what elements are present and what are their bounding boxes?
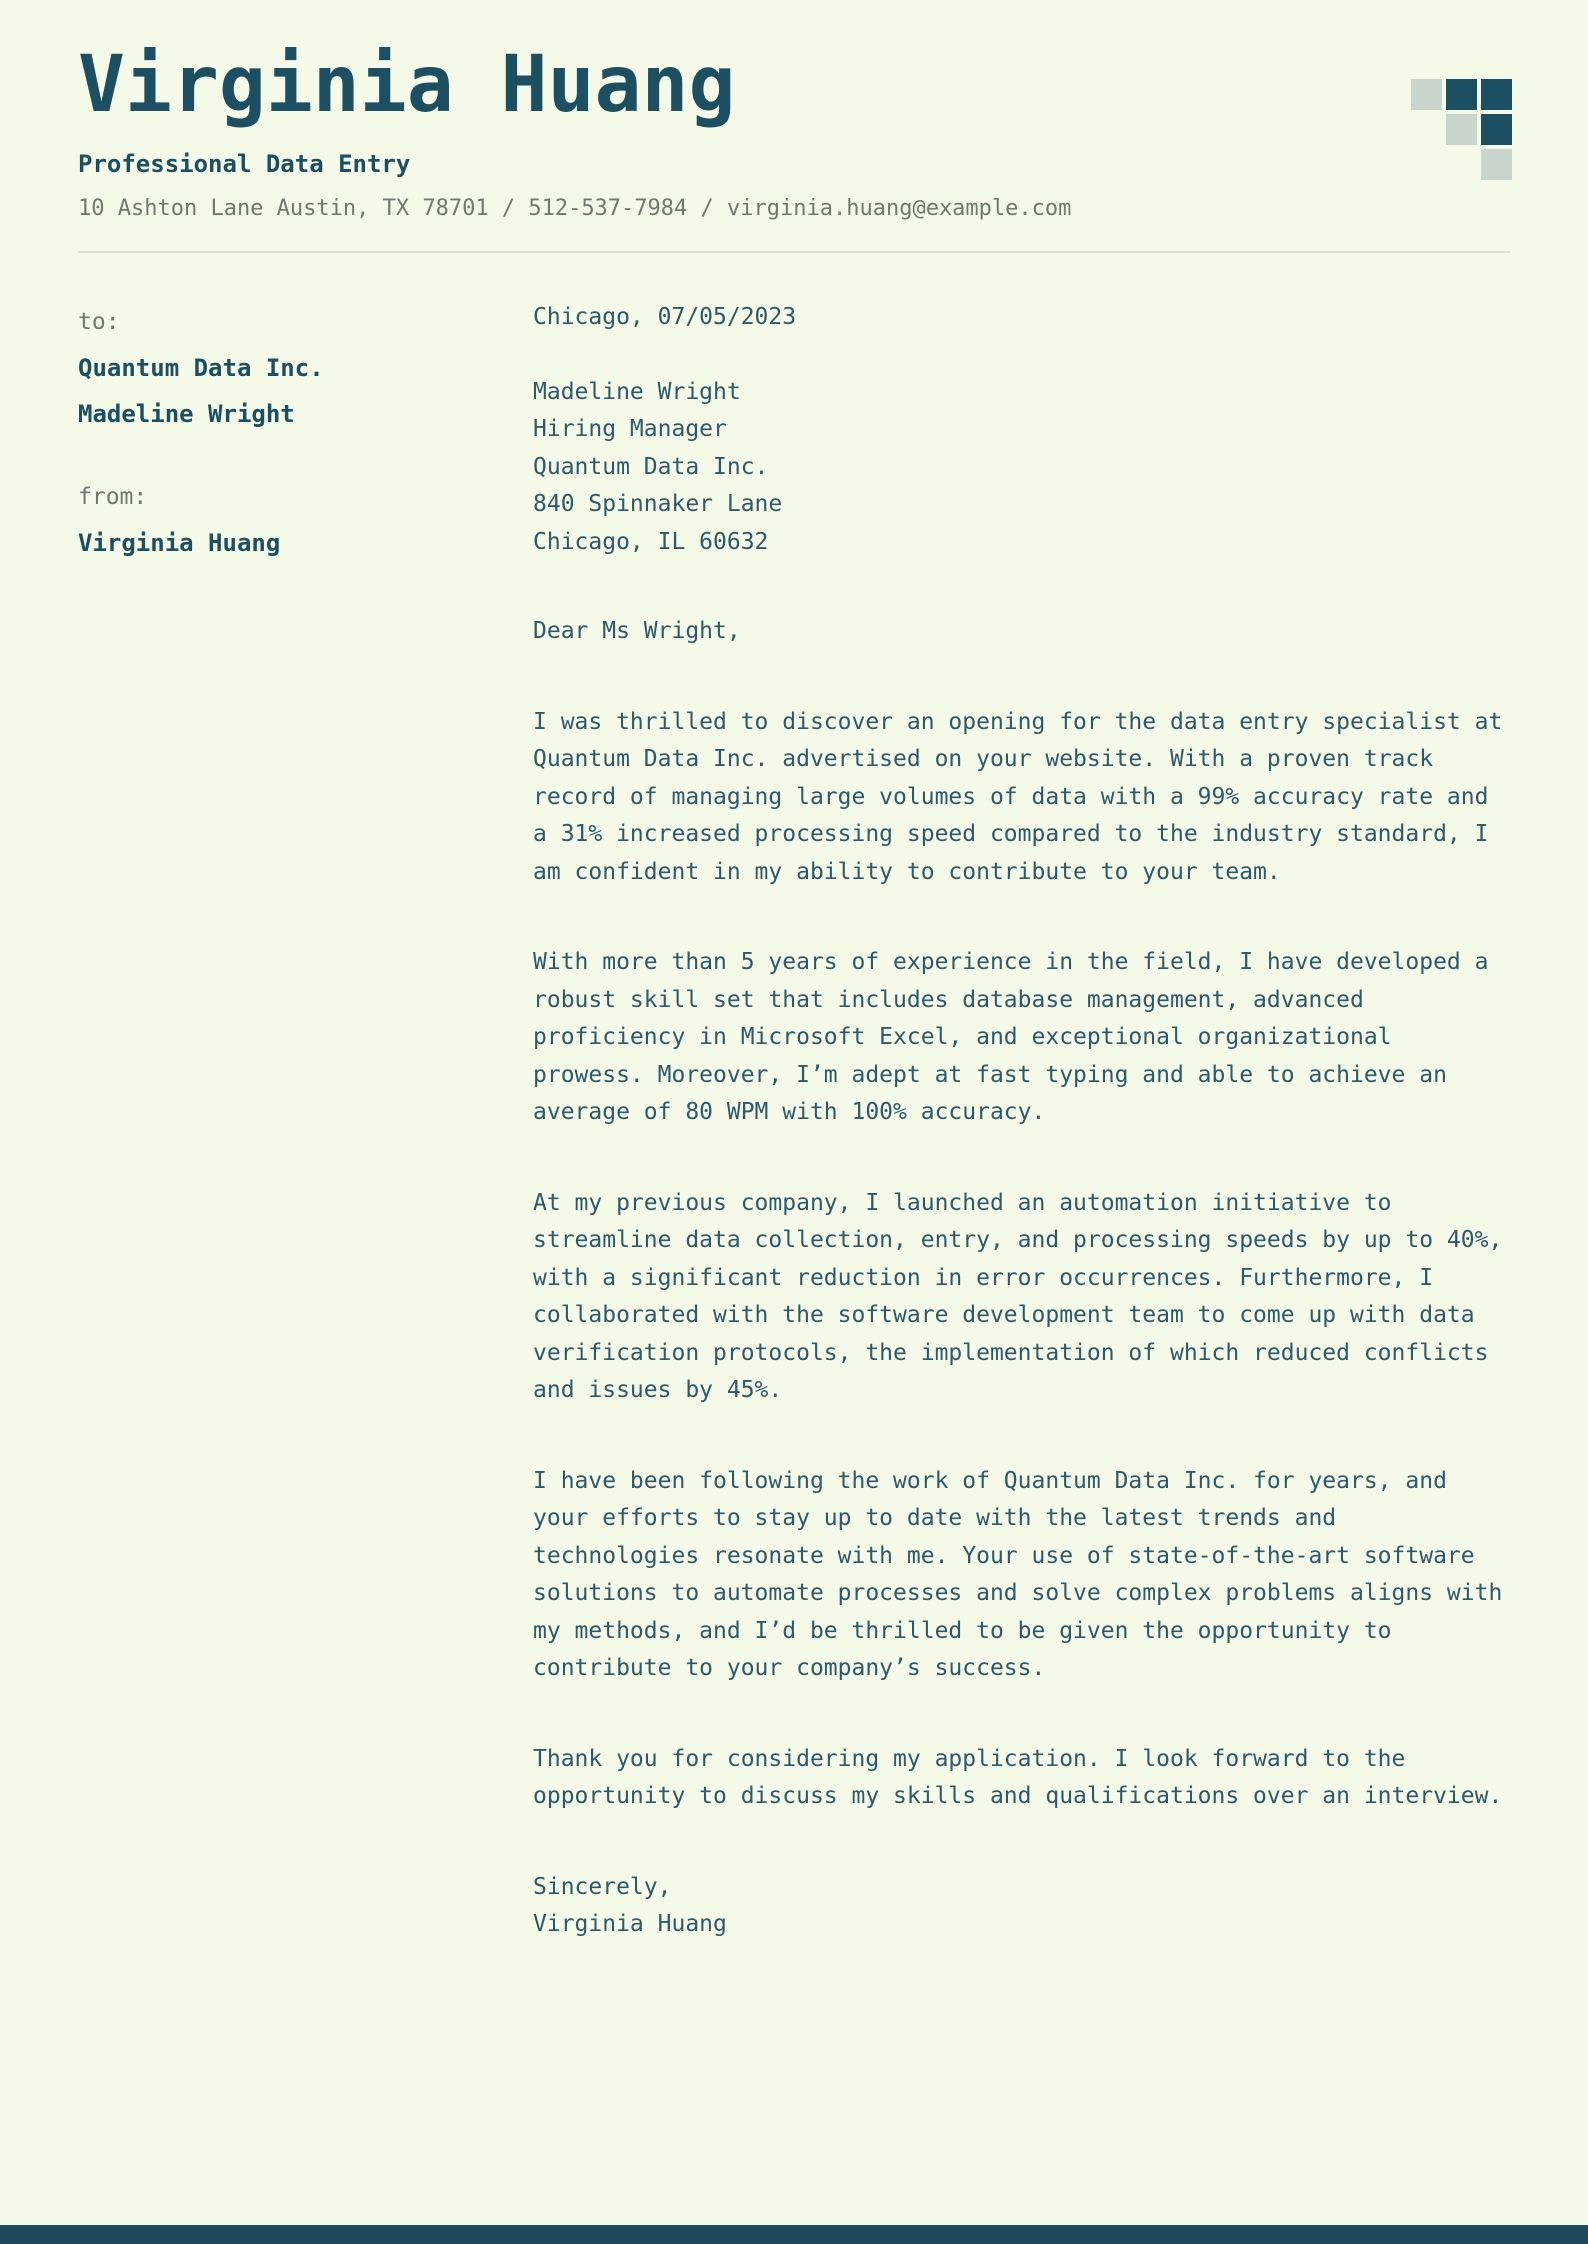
address-line: Madeline Wright xyxy=(533,378,741,405)
header-divider xyxy=(78,251,1510,253)
body-paragraph: With more than 5 years of experience in the field, I have developed a robust skill set that includes database management, advanced proficiency in Microsoft Excel, and exceptional organizational prowess. Moreover, I’m adept at fast typing and able to achieve an average of 80 WPM with 100% accuracy. xyxy=(533,949,1489,1125)
date-line: Chicago, 07/05/2023 xyxy=(533,304,797,330)
closing-block xyxy=(533,1869,1510,1944)
signature-name: Virginia Huang xyxy=(533,1911,727,1937)
logo-square xyxy=(1411,114,1442,145)
body-paragraph: I was thrilled to discover an opening for the data entry specialist at Quantum Data Inc. advertised on your website. With a proven track record of managing large volumes of data with a 99% accuracy rate and a 31% increased processing speed compared to the industry standard, I am confident in my ability to contribute to your team. xyxy=(533,708,1503,885)
to-company: Quantum Data Inc. xyxy=(78,354,324,382)
logo-square xyxy=(1446,114,1477,145)
from-person: Virginia Huang xyxy=(78,529,281,557)
closing-word: Sincerely, xyxy=(533,1873,672,1900)
to-person: Madeline Wright xyxy=(78,400,295,428)
address-line: Quantum Data Inc. xyxy=(533,453,769,480)
pixel-grid-logo-icon xyxy=(1411,79,1512,180)
candidate-name: Virginia Huang xyxy=(78,40,736,130)
address-line: 840 Spinnaker Lane xyxy=(533,491,783,517)
logo-square xyxy=(1481,114,1512,145)
contact-line: 10 Ashton Lane Austin, TX 78701 / 512-537-7984 / virginia.huang@example.com xyxy=(78,196,1072,221)
address-line: Chicago, IL 60632 xyxy=(533,528,769,555)
recipient-address-block xyxy=(533,374,1510,562)
to-from-panel xyxy=(78,299,533,566)
logo-square xyxy=(1411,79,1442,110)
salutation: Dear Ms Wright, xyxy=(533,618,741,644)
letter-header xyxy=(0,0,1588,253)
logo-square xyxy=(1411,149,1442,180)
body-paragraph: Thank you for considering my application. I look forward to the opportunity to discuss my skills and qualifications over an interview. xyxy=(533,1745,1503,1809)
letter-body xyxy=(533,299,1510,1944)
body-paragraph: At my previous company, I launched an automation initiative to streamline data collection, entry, and processing speeds by up to 40%, with a significant reduction in error occurrences. Furthermore, I collaborated with the software development team to come up with data verification protocols, the implementation of which reduced conflicts and issues by 45%. xyxy=(533,1189,1503,1403)
body-paragraph: I have been following the work of Quantum Data Inc. for years, and your efforts to stay up to date with the latest trends and technologies resonate with me. Your use of state-of-the-art software solutions to automate processes and solve complex problems aligns with my methods, and I’d be thrilled to be given the opportunity to contribute to your company’s success. xyxy=(533,1467,1503,1681)
logo-square xyxy=(1481,79,1512,110)
to-label: to: xyxy=(78,309,120,335)
logo-square xyxy=(1481,149,1512,180)
from-label: from: xyxy=(78,484,148,510)
logo-square xyxy=(1446,149,1477,180)
footer-accent-bar xyxy=(0,2225,1588,2244)
address-line: Hiring Manager xyxy=(533,416,727,442)
logo-square xyxy=(1446,79,1477,110)
panel-spacer xyxy=(78,437,533,474)
letter-main xyxy=(0,299,1588,1944)
candidate-job-title: Professional Data Entry xyxy=(78,150,411,178)
